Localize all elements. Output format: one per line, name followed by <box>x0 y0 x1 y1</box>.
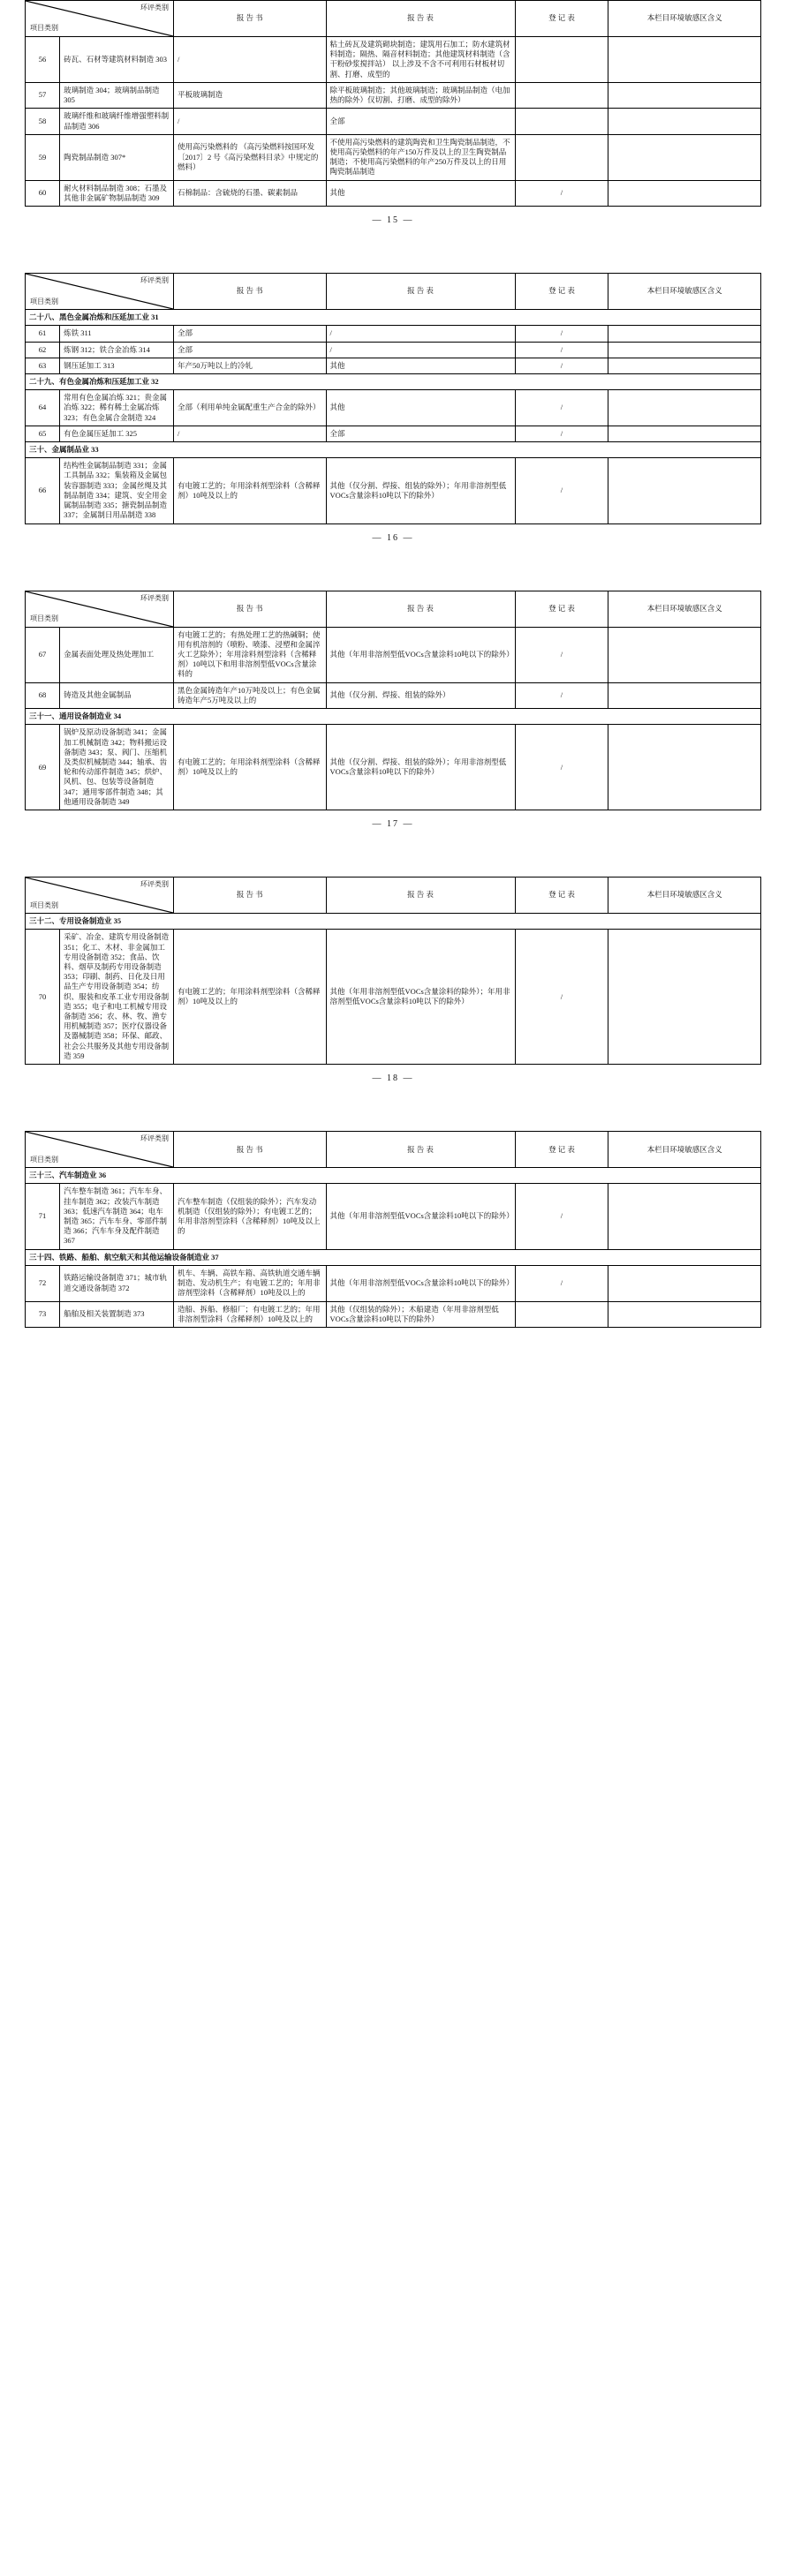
table-row <box>26 682 761 708</box>
row-report-form: / <box>326 342 515 358</box>
row-report-form: 全部 <box>326 426 515 441</box>
header-col-register-form: 登 记 表 <box>515 1132 608 1168</box>
row-register-form: / <box>515 682 608 708</box>
row-category: 耐火材料制品制造 308；石墨及其他非金属矿物制品制造 309 <box>60 180 174 206</box>
section-row <box>26 310 761 326</box>
row-sensitive-area <box>608 180 761 206</box>
row-report-book: 有电镀工艺的；有热处理工艺的热碱铜；使用有机溶剂的（喷粉、喷漆、浸塑和金属淬火工艺除外）；年用涂料剂型涂料（含稀释剂）10吨以下和用非溶剂型低VOCs含量涂料的 <box>173 627 326 682</box>
header-col-report-book: 报 告 书 <box>173 1 326 37</box>
row-sensitive-area <box>608 134 761 180</box>
sheet-4 <box>0 877 786 1083</box>
section-row <box>26 442 761 458</box>
row-sensitive-area <box>608 725 761 810</box>
row-report-form: 除平板玻璃制造；其他玻璃制造；玻璃制品制造（电加热的除外）仅切割、打磨、成型的除外） <box>326 82 515 108</box>
header-corner-cell <box>26 1132 174 1168</box>
header-col-register-form: 登 记 表 <box>515 274 608 310</box>
row-index: 66 <box>26 458 60 523</box>
header-corner-bottom: 项目类别 <box>30 614 58 623</box>
header-corner-bottom: 项目类别 <box>30 1155 58 1164</box>
header-corner-cell <box>26 591 174 627</box>
section-title: 三十、金属制品业 33 <box>26 442 761 458</box>
header-col-report-book: 报 告 书 <box>173 1132 326 1168</box>
row-category: 有色金属压延加工 325 <box>60 426 174 441</box>
row-index: 72 <box>26 1265 60 1301</box>
table-row <box>26 358 761 373</box>
table-page-4 <box>25 877 761 1065</box>
row-category: 采矿、冶金、建筑专用设备制造 351；化工、木材、非金属加工专用设备制造 352；食品、饮料、烟草及制药专用设备制造 353；印刷、制药、日化及日用品生产专用设备制造 354；纺织、服装和皮革工业专用设备制造 355；电子和电工机械专用设备制造 356；农、林、牧、渔专用机械制造 357；医疗仪器设备及器械制造 358；环保、邮政、社会公共服务及其他专用设备制造 359 <box>60 930 174 1065</box>
row-category: 钢压延加工 313 <box>60 358 174 373</box>
row-category: 陶瓷制品制造 307* <box>60 134 174 180</box>
row-sensitive-area <box>608 458 761 523</box>
row-category: 玻璃制造 304；玻璃制品制造 305 <box>60 82 174 108</box>
row-sensitive-area <box>608 358 761 373</box>
row-register-form: / <box>515 725 608 810</box>
row-index: 59 <box>26 134 60 180</box>
row-register-form: / <box>515 458 608 523</box>
row-report-book: 黑色金属铸造年产10万吨及以上；有色金属铸造年产5万吨及以上的 <box>173 682 326 708</box>
table-header-row <box>26 1 761 37</box>
row-register-form: / <box>515 426 608 441</box>
sheet-1 <box>0 0 786 225</box>
row-report-form: 粘土砖瓦及建筑砌块制造；建筑用石加工；防水建筑材料制造；隔热、隔音材料制造；其他建筑材料制造（含干粉砂浆搅拌站） 以上涉及不含不可利用石材板材切割、打磨、成型的 <box>326 37 515 83</box>
row-sensitive-area <box>608 682 761 708</box>
row-index: 56 <box>26 37 60 83</box>
row-index: 69 <box>26 725 60 810</box>
header-col-sensitive-area: 本栏目环境敏感区含义 <box>608 274 761 310</box>
row-index: 73 <box>26 1301 60 1327</box>
header-col-sensitive-area: 本栏目环境敏感区含义 <box>608 591 761 627</box>
page-gap <box>0 543 786 591</box>
table-row <box>26 725 761 810</box>
row-report-book: 有电镀工艺的；年用涂料剂型涂料（含稀释剂）10吨及以上的 <box>173 458 326 523</box>
section-title: 三十二、专用设备制造业 35 <box>26 914 761 930</box>
header-corner-cell <box>26 877 174 914</box>
row-sensitive-area <box>608 326 761 342</box>
row-sensitive-area <box>608 390 761 426</box>
header-corner-top: 环评类别 <box>140 880 169 889</box>
section-title: 二十八、黑色金属冶炼和压延加工业 31 <box>26 310 761 326</box>
table-row <box>26 426 761 441</box>
row-register-form: / <box>515 326 608 342</box>
header-corner-bottom: 项目类别 <box>30 297 58 305</box>
section-row <box>26 373 761 389</box>
row-index: 64 <box>26 390 60 426</box>
row-sensitive-area <box>608 930 761 1065</box>
row-category: 砖瓦、石材等建筑材料制造 303 <box>60 37 174 83</box>
header-corner-bottom: 项目类别 <box>30 24 58 33</box>
row-report-form: 其他（年用非溶剂型低VOCs含量涂料10吨以下的除外） <box>326 1184 515 1249</box>
row-index: 60 <box>26 180 60 206</box>
page-number-3: — 17 — <box>372 819 414 830</box>
table-page-5 <box>25 1131 761 1328</box>
row-report-book: 使用高污染燃料的 （高污染燃料按国环发〔2017〕2 号《高污染燃料目录》中规定的燃料） <box>173 134 326 180</box>
row-category: 锅炉及原动设备制造 341；金属加工机械制造 342；物料搬运设备制造 343；泵、阀门、压缩机及类似机械制造 344；轴承、齿轮和传动部件制造 345；烘炉、风机、包、包装等设备制造 347；通用零部件制造 348；其他通用设备制造 349 <box>60 725 174 810</box>
row-report-book: / <box>173 426 326 441</box>
table-row <box>26 930 761 1065</box>
row-register-form: / <box>515 930 608 1065</box>
row-category: 结构性金属制品制造 331；金属工具制品 332；集装箱及金属包装容器制造 333；金属丝绳及其制品制造 334；建筑、安全用金属制品制造 335；搪瓷制品制造 337；金属制日用品制造 338 <box>60 458 174 523</box>
table-body-4 <box>26 914 761 1065</box>
row-report-book: 全部 <box>173 326 326 342</box>
row-register-form <box>515 1301 608 1327</box>
row-category: 铸造及其他金属制品 <box>60 682 174 708</box>
row-sensitive-area <box>608 109 761 134</box>
sheet-5 <box>0 1131 786 1328</box>
header-corner-bottom: 项目类别 <box>30 900 58 909</box>
section-title: 三十三、汽车制造业 36 <box>26 1168 761 1184</box>
header-col-report-book: 报 告 书 <box>173 877 326 914</box>
row-report-form: 其他 <box>326 358 515 373</box>
row-sensitive-area <box>608 37 761 83</box>
row-register-form: / <box>515 627 608 682</box>
header-corner-top: 环评类别 <box>140 4 169 11</box>
table-body-5 <box>26 1168 761 1328</box>
section-row <box>26 1249 761 1265</box>
row-report-form: 其他（仅分割、焊接、组装的除外） <box>326 682 515 708</box>
row-index: 65 <box>26 426 60 441</box>
table-row <box>26 134 761 180</box>
table-header-row <box>26 274 761 310</box>
header-col-report-form: 报 告 表 <box>326 591 515 627</box>
row-report-book: / <box>173 109 326 134</box>
row-report-book: 造船、拆船、修船厂；有电镀工艺的；年用非溶剂型涂料（含稀释剂）10吨及以上的 <box>173 1301 326 1327</box>
table-row <box>26 37 761 83</box>
row-register-form: / <box>515 180 608 206</box>
header-corner-cell <box>26 274 174 310</box>
table-page-1 <box>25 0 761 207</box>
row-report-form: 其他（年用非溶剂型低VOCs含量涂料10吨以下的除外） <box>326 1265 515 1301</box>
header-col-register-form: 登 记 表 <box>515 877 608 914</box>
page-gap <box>0 829 786 877</box>
table-row <box>26 326 761 342</box>
row-register-form <box>515 37 608 83</box>
page-number-4: — 18 — <box>372 1073 414 1084</box>
page-gap <box>0 1083 786 1131</box>
row-report-book: 年产50万吨以上的冷轧 <box>173 358 326 373</box>
table-row <box>26 82 761 108</box>
table-row <box>26 627 761 682</box>
row-sensitive-area <box>608 1184 761 1249</box>
header-col-sensitive-area: 本栏目环境敏感区含义 <box>608 1132 761 1168</box>
section-row <box>26 709 761 725</box>
row-report-form: 其他 <box>326 390 515 426</box>
row-index: 61 <box>26 326 60 342</box>
row-report-form: 其他（仅组装的除外）；木船建造（年用非溶剂型低VOCs含量涂料10吨以下的除外） <box>326 1301 515 1327</box>
table-body-3 <box>26 627 761 810</box>
section-title: 三十一、通用设备制造业 34 <box>26 709 761 725</box>
section-row <box>26 914 761 930</box>
page-gap <box>0 225 786 273</box>
row-category: 船舶及相关装置制造 373 <box>60 1301 174 1327</box>
header-corner-top: 环评类别 <box>140 276 169 285</box>
row-category: 常用有色金属冶炼 321；贵金属冶炼 322；稀有稀土金属冶炼 323；有色金属合金制造 324 <box>60 390 174 426</box>
table-row <box>26 109 761 134</box>
header-col-report-form: 报 告 表 <box>326 1 515 37</box>
row-category: 玻璃纤维和玻璃纤维增强塑料制品制造 306 <box>60 109 174 134</box>
row-category: 炼铁 311 <box>60 326 174 342</box>
row-index: 62 <box>26 342 60 358</box>
row-category: 炼钢 312；铁合金冶炼 314 <box>60 342 174 358</box>
section-title: 二十九、有色金属冶炼和压延加工业 32 <box>26 373 761 389</box>
section-title: 三十四、铁路、船舶、航空航天和其他运输设备制造业 37 <box>26 1249 761 1265</box>
page-number-1: — 15 — <box>372 215 414 226</box>
header-col-report-form: 报 告 表 <box>326 877 515 914</box>
row-sensitive-area <box>608 426 761 441</box>
table-header-row <box>26 877 761 914</box>
row-report-book: 汽车整车制造（仅组装的除外）；汽车发动机制造（仅组装的除外）；有电镀工艺的；年用非溶剂型涂料（含稀释剂）10吨及以上的 <box>173 1184 326 1249</box>
row-category: 汽车整车制造 361；汽车车身、挂车制造 362；改装汽车制造 363；低速汽车制造 364；电车制造 365；汽车车身、零部件制造 366；汽车车身及配件制造 367 <box>60 1184 174 1249</box>
row-report-book: 平板玻璃制造 <box>173 82 326 108</box>
header-col-register-form: 登 记 表 <box>515 591 608 627</box>
row-report-book: 有电镀工艺的；年用涂料剂型涂料（含稀释剂）10吨及以上的 <box>173 930 326 1065</box>
row-report-form: 其他（仅分割、焊接、组装的除外）；年用非溶剂型低VOCs含量涂料10吨以下的除外） <box>326 725 515 810</box>
row-report-form: / <box>326 326 515 342</box>
table-row <box>26 458 761 523</box>
row-register-form <box>515 82 608 108</box>
sheet-2 <box>0 273 786 543</box>
row-register-form: / <box>515 342 608 358</box>
table-row <box>26 180 761 206</box>
row-report-form: 全部 <box>326 109 515 134</box>
row-index: 71 <box>26 1184 60 1249</box>
row-report-book: 全部（利用单纯金属配重生产合金的除外） <box>173 390 326 426</box>
row-register-form: / <box>515 1184 608 1249</box>
table-row <box>26 390 761 426</box>
row-index: 57 <box>26 82 60 108</box>
header-col-report-form: 报 告 表 <box>326 1132 515 1168</box>
row-register-form: / <box>515 1265 608 1301</box>
row-register-form <box>515 134 608 180</box>
table-page-2 <box>25 273 761 524</box>
row-report-book: 有电镀工艺的；年用涂料剂型涂料（含稀释剂）10吨及以上的 <box>173 725 326 810</box>
row-index: 58 <box>26 109 60 134</box>
table-row <box>26 1265 761 1301</box>
row-report-book: 机车、车辆、高铁车箱、高铁轨道交通车辆制造、发动机生产；有电镀工艺的；年用非溶剂型涂料（含稀释剂）10吨及以上的 <box>173 1265 326 1301</box>
section-row <box>26 1168 761 1184</box>
header-col-sensitive-area: 本栏目环境敏感区含义 <box>608 877 761 914</box>
row-index: 68 <box>26 682 60 708</box>
row-register-form: / <box>515 358 608 373</box>
row-category: 铁路运输设备制造 371；城市轨道交通设备制造 372 <box>60 1265 174 1301</box>
row-index: 63 <box>26 358 60 373</box>
header-col-report-form: 报 告 表 <box>326 274 515 310</box>
header-corner-top: 环评类别 <box>140 1134 169 1143</box>
header-col-report-book: 报 告 书 <box>173 274 326 310</box>
header-col-sensitive-area: 本栏目环境敏感区含义 <box>608 1 761 37</box>
table-body-2 <box>26 310 761 524</box>
table-header-row <box>26 1132 761 1168</box>
table-row <box>26 342 761 358</box>
row-report-book: / <box>173 37 326 83</box>
table-body-1 <box>26 37 761 207</box>
row-register-form: / <box>515 390 608 426</box>
page-number-2: — 16 — <box>372 532 414 543</box>
row-report-book: 全部 <box>173 342 326 358</box>
row-sensitive-area <box>608 627 761 682</box>
row-report-form: 其他（年用非溶剂型低VOCs含量涂料的除外）；年用非溶剂型低VOCs含量涂料10吨以下的除外） <box>326 930 515 1065</box>
header-col-report-book: 报 告 书 <box>173 591 326 627</box>
row-index: 67 <box>26 627 60 682</box>
header-col-register-form: 登 记 表 <box>515 1 608 37</box>
table-page-3 <box>25 591 761 811</box>
row-report-book: 石棉制品：含硫烧的石墨、碳素制品 <box>173 180 326 206</box>
table-row <box>26 1184 761 1249</box>
header-corner-top: 环评类别 <box>140 593 169 602</box>
row-report-form: 其他（仅分割、焊接、组装的除外）；年用非溶剂型低VOCs含量涂料10吨以下的除外） <box>326 458 515 523</box>
row-report-form: 不使用高污染燃料的建筑陶瓷和卫生陶瓷制品制造，不使用高污染燃料的年产150万件及以上的卫生陶瓷制品制造；不使用高污染燃料的年产250万件及以上的日用陶瓷制品制造 <box>326 134 515 180</box>
row-report-form: 其他（年用非溶剂型低VOCs含量涂料10吨以下的除外） <box>326 627 515 682</box>
row-category: 金属表面处理及热处理加工 <box>60 627 174 682</box>
row-index: 70 <box>26 930 60 1065</box>
row-sensitive-area <box>608 1265 761 1301</box>
sheet-3 <box>0 591 786 830</box>
row-sensitive-area <box>608 342 761 358</box>
row-register-form <box>515 109 608 134</box>
row-report-form: 其他 <box>326 180 515 206</box>
header-corner-cell <box>26 1 174 37</box>
row-sensitive-area <box>608 82 761 108</box>
table-row <box>26 1301 761 1327</box>
row-sensitive-area <box>608 1301 761 1327</box>
table-header-row <box>26 591 761 627</box>
